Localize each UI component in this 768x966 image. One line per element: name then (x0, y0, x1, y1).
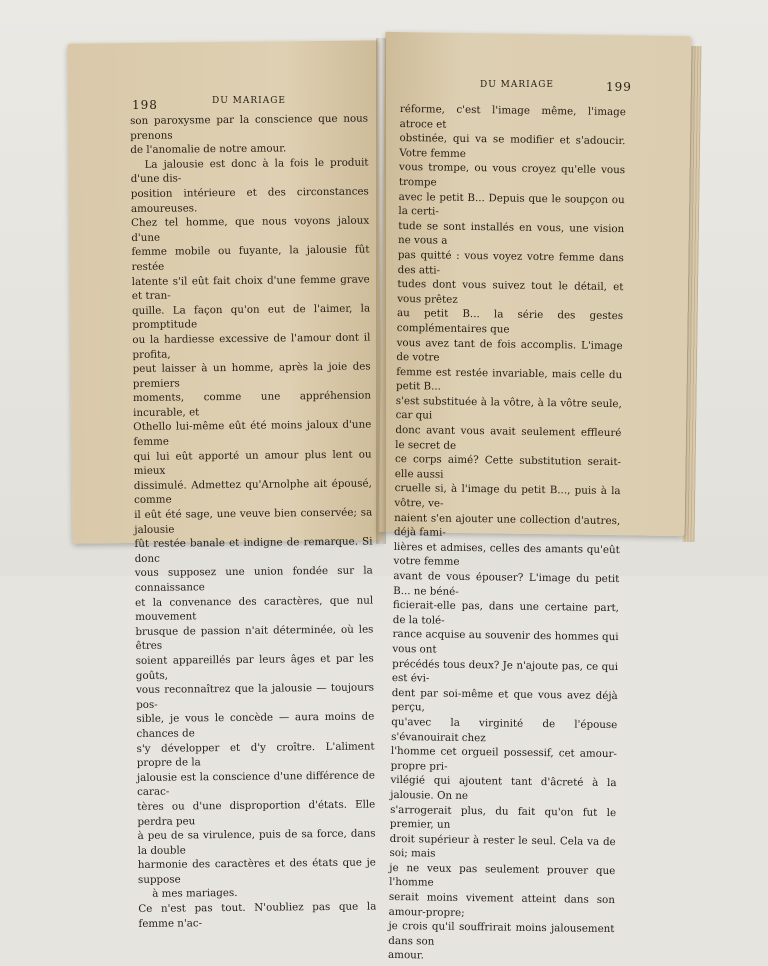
right-line: avant de vous épouser? L'image du petit B... ne béné- (393, 569, 620, 598)
left-line: vous reconnaîtrez que la jalousie — toujours pos- (135, 681, 375, 711)
right-line: lières et admises, celles des amants qu'eût votre femme (393, 540, 620, 569)
left-line: Chez tel homme, que nous voyons jaloux d'une (131, 214, 370, 244)
right-line: qu'avec la virginité de l'épouse s'évanouirait chez (391, 715, 618, 744)
left-line: s'y développer et d'y croître. L'aliment propre de la (136, 740, 375, 770)
left-line: ou la hardiesse excessive de l'amour dont il profita, (132, 331, 371, 361)
right-line: avec le petit B... Depuis que le soupçon ou la certi- (398, 190, 625, 218)
left-line: jalousie est la conscience d'une différence de carac- (136, 769, 376, 799)
left-line: il eût été sage, une veuve bien conservée; sa jalousie (134, 506, 373, 536)
left-line: femme mobile ou fuyante, la jalousie fût restée (131, 243, 370, 273)
right-line: s'est substituée à la vôtre, à la vôtre seule, car qui (395, 394, 622, 422)
right-line: je crois qu'il souffrirait moins jalousement dans son (388, 920, 615, 948)
left-line: Ce n'est pas tout. N'oubliez pas que la femme n'ac- (138, 900, 377, 930)
left-line: harmonie des caractères et des états que je suppose (137, 856, 376, 886)
right-line: tude se sont installés en vous, une vision ne vous a (397, 219, 625, 248)
left-line: moments, comme une appréhension incurable, et (132, 389, 372, 419)
left-line: dissimulé. Admettez qu'Arnolphe ait épousé, comme (133, 477, 372, 507)
right-line: amour. (388, 949, 424, 962)
left-page-text (130, 112, 377, 932)
right-line: vous trompe, ou vous croyez qu'elle vous trompe (398, 161, 626, 189)
left-line: à peu de sa virulence, puis de sa force, dans la double (137, 827, 376, 857)
right-line: serait moins vivement atteint dans son amour-propre; (388, 890, 615, 919)
right-line: pas quitté : vous voyez votre femme dans des atti- (397, 248, 624, 277)
left-line: quille. La façon qu'on eut de l'aimer, la promptitude (131, 302, 371, 332)
left-line: sible, je vous le concède — aura moins de chances de (136, 710, 375, 740)
left-line: Othello lui-même eût été moins jaloux d'une femme (133, 418, 372, 449)
right-line: rance acquise au souvenir des hommes qui vous ont (392, 628, 619, 656)
right-line: réforme, c'est l'image même, l'image atroce et (399, 102, 626, 131)
left-line: brusque de passion n'ait déterminée, où les êtres (135, 623, 374, 653)
left-line: soient appareillés par leurs âges et par les goûts, (135, 652, 374, 682)
right-line: dent par soi-même et que vous avez déjà perçu, (391, 686, 618, 714)
right-running-head: DU MARIAGE (480, 80, 554, 90)
right-line: s'arrogerait plus, du fait qu'on fut le premier, un (389, 803, 617, 831)
right-line: tudes dont vous suivez tout le détail, et vous prêtez (397, 278, 624, 306)
left-line: peut laisser à un homme, après la joie des premiers (132, 360, 371, 390)
right-line: ficierait-elle pas, dans une certaine part, de la tolé- (392, 599, 620, 627)
left-line: de l'anomalie de notre amour. (130, 142, 287, 157)
left-line: position intérieure et des circonstances amoureuses. (130, 185, 369, 215)
right-line: vilégié qui ajoutent tant d'âcreté à la jalousie. On ne (390, 774, 617, 802)
left-line: latente s'il eût fait choix d'une femme grave et tran- (131, 273, 370, 303)
left-line: son paroxysme par la conscience que nous prenons (130, 112, 369, 142)
left-line: à mes mariages. (152, 887, 238, 901)
left-running-head: DU MARIAGE (212, 96, 286, 106)
right-line: cruelle si, à l'image du petit B..., puis à la vôtre, ve- (394, 482, 621, 510)
right-line: l'homme cet orgueil possessif, cet amour-propre pri- (390, 745, 617, 773)
right-line: au petit B... la série des gestes complémentaires que (396, 307, 624, 336)
left-line: vous supposez une union fondée sur la connaissance (134, 564, 373, 594)
left-line: fût restée banale et indigne de remarque. Si donc (134, 535, 373, 565)
book-gutter (376, 38, 386, 544)
right-page-number: 199 (606, 80, 632, 94)
right-line: naient s'en ajouter une collection d'autres, déjà fami- (393, 511, 621, 539)
right-line: ce corps aimé? Cette substitution serait-elle aussi (394, 453, 622, 481)
right-line: droit supérieur à rester le seul. Cela va de soi; mais (389, 832, 616, 860)
right-line: vous avez tant de fois accomplis. L'image de votre (396, 336, 623, 364)
right-line: femme est restée invariable, mais celle du petit B... (395, 365, 623, 393)
right-line: obstinée, qui va se modifier et s'adoucir. Votre femme (399, 132, 626, 160)
right-page-text (388, 102, 626, 966)
right-line: donc avant vous avait seulement effleuré le secret de (395, 424, 622, 452)
right-line: je ne veux pas seulement prouver que l'homme (389, 861, 616, 890)
left-line: tères ou d'une disproportion d'états. Elle perdra peu (137, 798, 376, 828)
left-page-number: 198 (132, 98, 158, 112)
right-line: précédés tous deux? Je n'ajoute pas, ce qui est évi- (391, 657, 619, 685)
left-line: qui lui eût apporté un amour plus lent ou mieux (133, 448, 372, 478)
left-line: La jalousie est donc à la fois le produit d'une dis- (130, 156, 369, 186)
left-line: et la convenance des caractères, que nul mouvement (135, 594, 374, 624)
